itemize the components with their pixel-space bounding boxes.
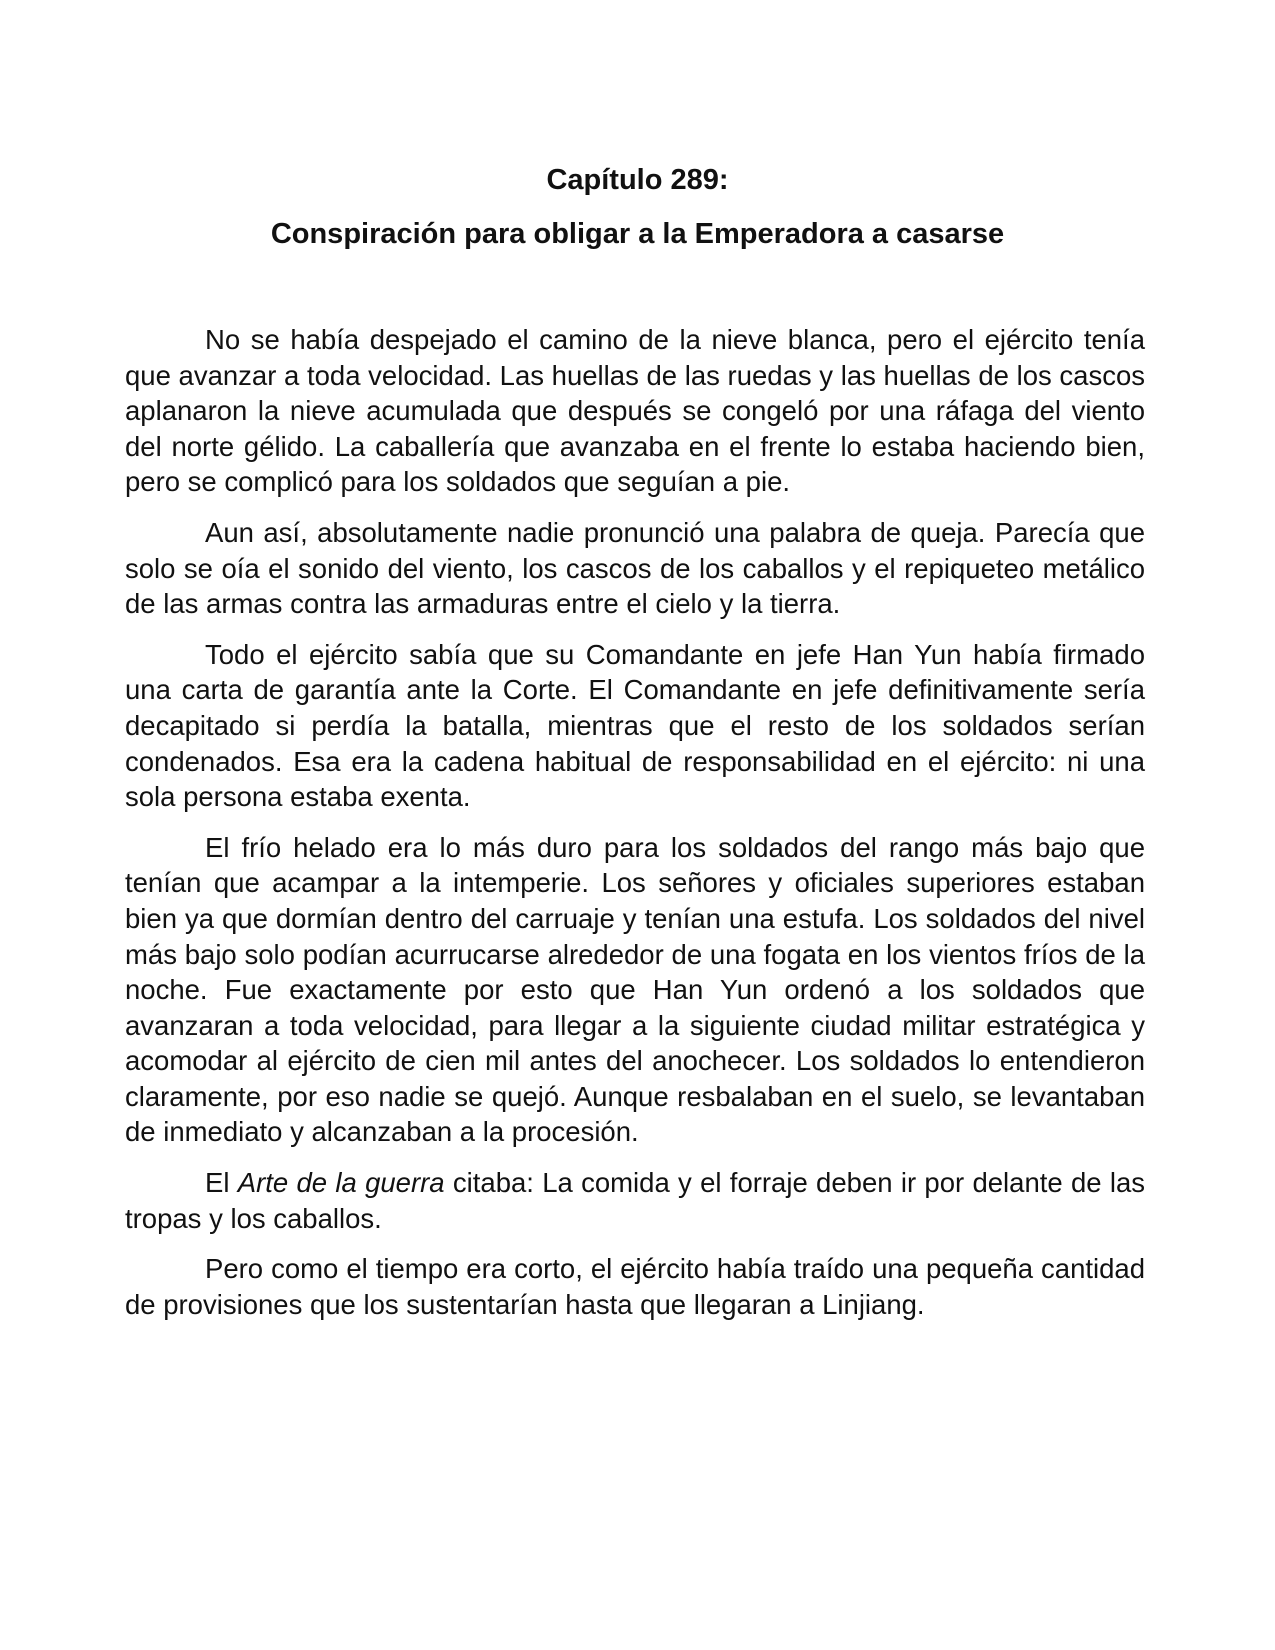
chapter-body [125,322,1145,1337]
paragraph-text: citaba: La comida y el forraje deben ir por delante de las tropas y los caballos. [125,1167,1146,1234]
chapter-number: Capítulo 289: [546,164,729,196]
paragraph: No se había despejado el camino de la nieve blanca, pero el ejército tenía que avanzar a toda velocidad. Las huellas de las ruedas y las huellas de los cascos aplanaron la nieve acumulada que después se congeló por una ráfaga del viento del norte gélido. La caballería que avanzaba en el frente lo estaba haciendo bien, pero se complicó para los soldados que seguían a pie. [125,324,1145,498]
paragraph: Pero como el tiempo era corto, el ejército había traído una pequeña cantidad de provisiones que los sustentarían hasta que llegaran a Linjiang. [125,1253,1145,1320]
paragraph: Aun así, absolutamente nadie pronunció una palabra de queja. Parecía que solo se oía el sonido del viento, los cascos de los caballos y el repiqueteo metálico de las armas contra las armaduras entre el cielo y la tierra. [125,516,1145,620]
paragraph-art-of-war [125,1165,1145,1236]
chapter-title: Conspiración para obligar a la Emperadora a casarse [270,218,1005,250]
paragraph: Todo el ejército sabía que su Comandante en jefe Han Yun había firmado una carta de garantía ante la Corte. El Comandante en jefe definitivamente sería decapitado si perdía la batalla, mientras que el resto de los soldados serían condenados. Esa era la cadena habitual de responsabilidad en el ejército: ni una sola persona estaba exenta. [125,638,1145,813]
paragraph-text: El [205,1167,238,1199]
book-title: Arte de la guerra [237,1167,445,1199]
paragraph: El frío helado era lo más duro para los soldados del rango más bajo que tenían que acampar a la intemperie. Los señores y oficiales superiores estaban bien ya que dormían dentro del carruaje y tenían una estufa. Los soldados del nivel más bajo solo podían acurrucarse alrededor de una fogata en los vientos fríos de la noche. Fue exactamente por esto que Han Yun ordenó a los soldados que avanzaran a toda velocidad, para llegar a la siguiente ciudad militar estratégica y acomodar al ejército de cien mil antes del anochecer. Los soldados lo entendieron claramente, por eso nadie se quejó. Aunque resbalaban en el suelo, se levantaban de inmediato y alcanzaban a la procesión. [125,831,1145,1148]
